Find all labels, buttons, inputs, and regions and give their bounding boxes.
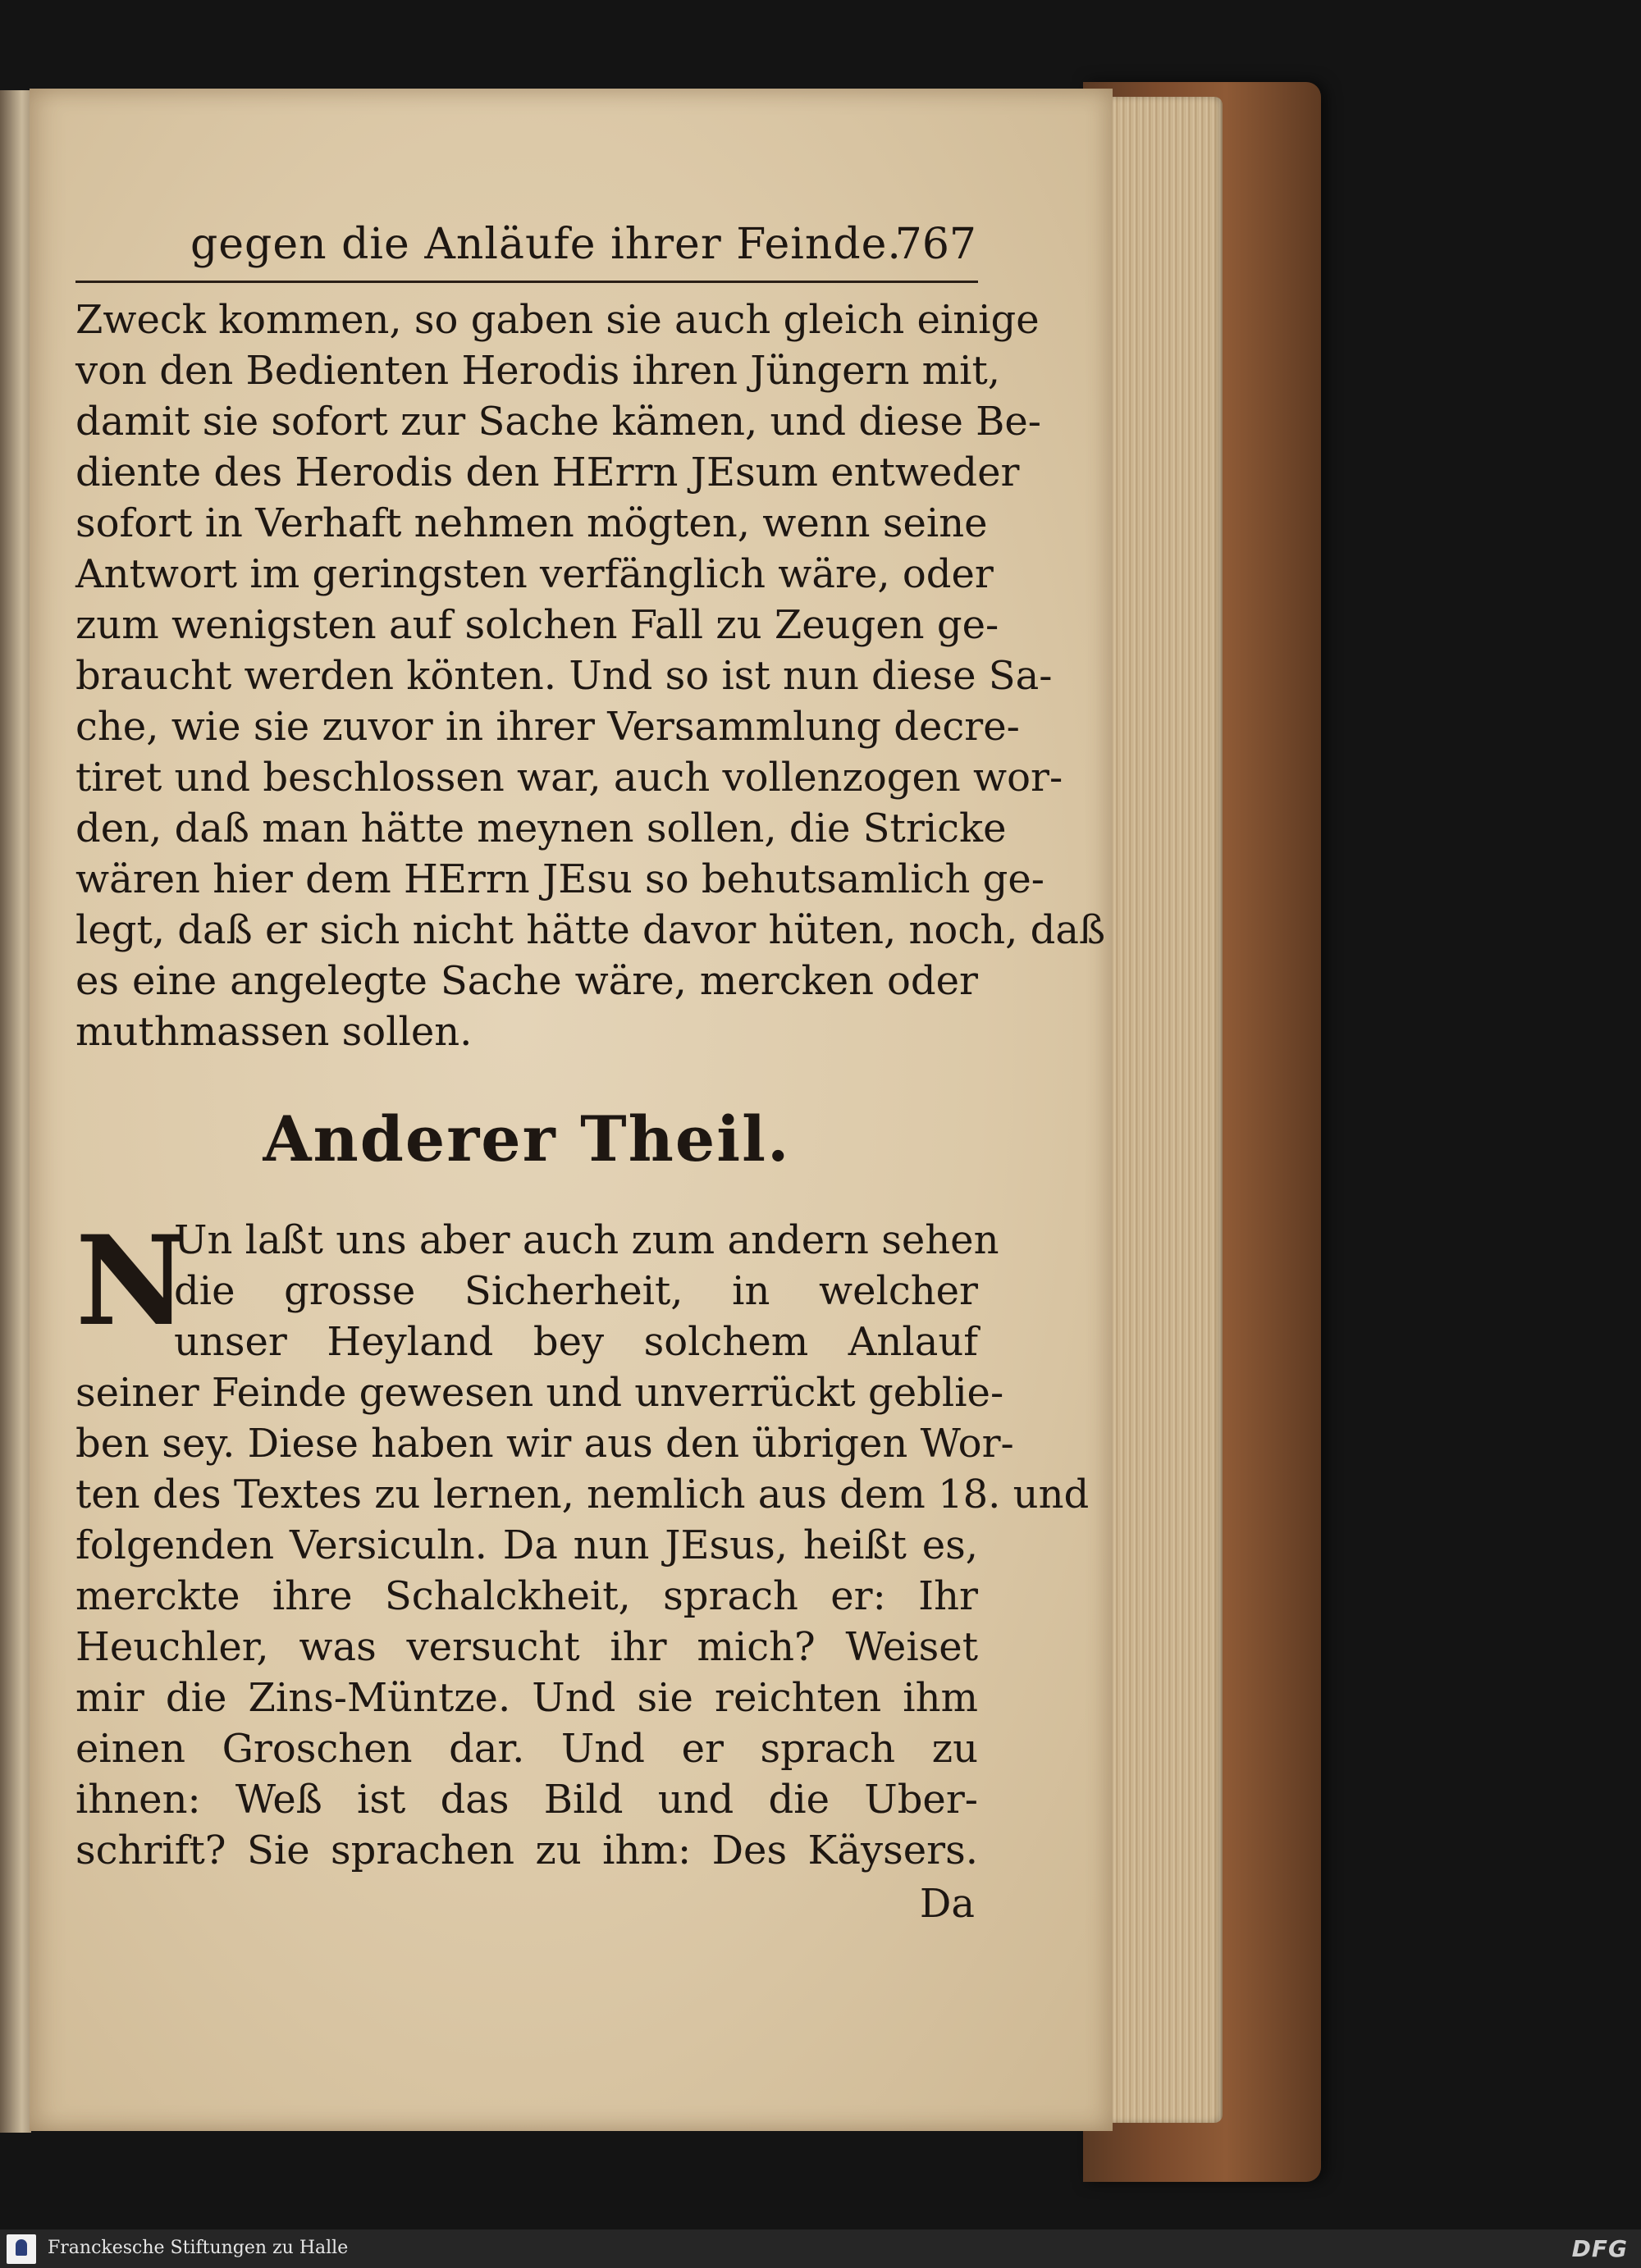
viewer-footer	[0, 2229, 1641, 2268]
text-line: Zweck kommen, so gaben sie auch gleich einige	[75, 297, 1040, 343]
text-line: unser Heyland bey solchem Anlauf	[174, 1319, 978, 1365]
catchword-row	[75, 1876, 978, 1933]
drop-cap: N	[75, 1209, 189, 1353]
paragraph-1	[75, 294, 1106, 1057]
paragraph-2	[75, 1209, 1090, 1876]
text-line: es eine angelegte Sache wäre, mercken oder	[75, 958, 978, 1004]
text-line: den, daß man hätte meynen sollen, die Stricke	[75, 805, 1007, 851]
text-line: von den Bedienten Herodis ihren Jüngern mit,	[75, 348, 1001, 394]
text-line: wären hier dem HErrn JEsu so behutsamlich ge-	[75, 856, 1044, 902]
text-line: damit sie sofort zur Sache kämen, und diese Be-	[75, 399, 1042, 445]
institution-name: Franckesche Stiftungen zu Halle	[48, 2238, 349, 2258]
running-head: gegen die Anläufe ihrer Feinde.	[190, 220, 902, 269]
text-line: seiner Feinde gewesen und unverrückt geblie-	[75, 1370, 1004, 1416]
text-line: muthmassen sollen.	[75, 1009, 473, 1055]
catchword: Da	[919, 1881, 975, 1927]
page-edges	[1099, 97, 1223, 2123]
text-line: tiret und beschlossen war, auch vollenzogen wor-	[75, 755, 1063, 801]
text-line: merckte ihre Schalckheit, sprach er: Ihr	[75, 1573, 978, 1619]
text-line: schrift? Sie sprachen zu ihm: Des Käysers.	[75, 1828, 978, 1873]
francke-foundations-logo-icon	[7, 2234, 36, 2264]
text-line: Antwort im geringsten verfänglich wäre, oder	[75, 551, 994, 597]
text-block	[75, 212, 1106, 1933]
text-line: braucht werden könten. Und so ist nun diese Sa-	[75, 653, 1053, 699]
text-line: legt, daß er sich nicht hätte davor hüten, noch, daß	[75, 907, 1106, 953]
facing-page-edge	[0, 90, 31, 2133]
book-page	[30, 89, 1113, 2131]
text-line: ben sey. Diese haben wir aus den übrigen Wor-	[75, 1421, 1014, 1467]
text-line: mir die Zins-Müntze. Und sie reichten ihm	[75, 1675, 978, 1721]
dfg-logo: DFG	[1571, 2235, 1628, 2262]
text-line: Heuchler, was versucht ihr mich? Weiset	[75, 1624, 978, 1670]
page-header	[75, 212, 978, 283]
text-line: ten des Textes zu lernen, nemlich aus dem 18. und	[75, 1472, 1090, 1517]
text-line: folgenden Versiculn. Da nun JEsus, heißt es,	[75, 1522, 978, 1568]
text-line: sofort in Verhaft nehmen mögten, wenn seine	[75, 500, 988, 546]
text-line: zum wenigsten auf solchen Fall zu Zeugen ge-	[75, 602, 999, 648]
text-line: che, wie sie zuvor in ihrer Versammlung decre-	[75, 704, 1020, 750]
text-line: die grosse Sicherheit, in welcher	[174, 1268, 978, 1314]
page-number: 767	[894, 220, 976, 269]
text-line: Un laßt uns aber auch zum andern sehen	[174, 1217, 999, 1263]
text-line: einen Groschen dar. Und er sprach zu	[75, 1726, 978, 1772]
section-heading: Anderer Theil.	[263, 1102, 791, 1175]
text-line: ihnen: Weß ist das Bild und die Uber-	[75, 1777, 978, 1823]
text-line: diente des Herodis den HErrn JEsum entweder	[75, 449, 1020, 495]
